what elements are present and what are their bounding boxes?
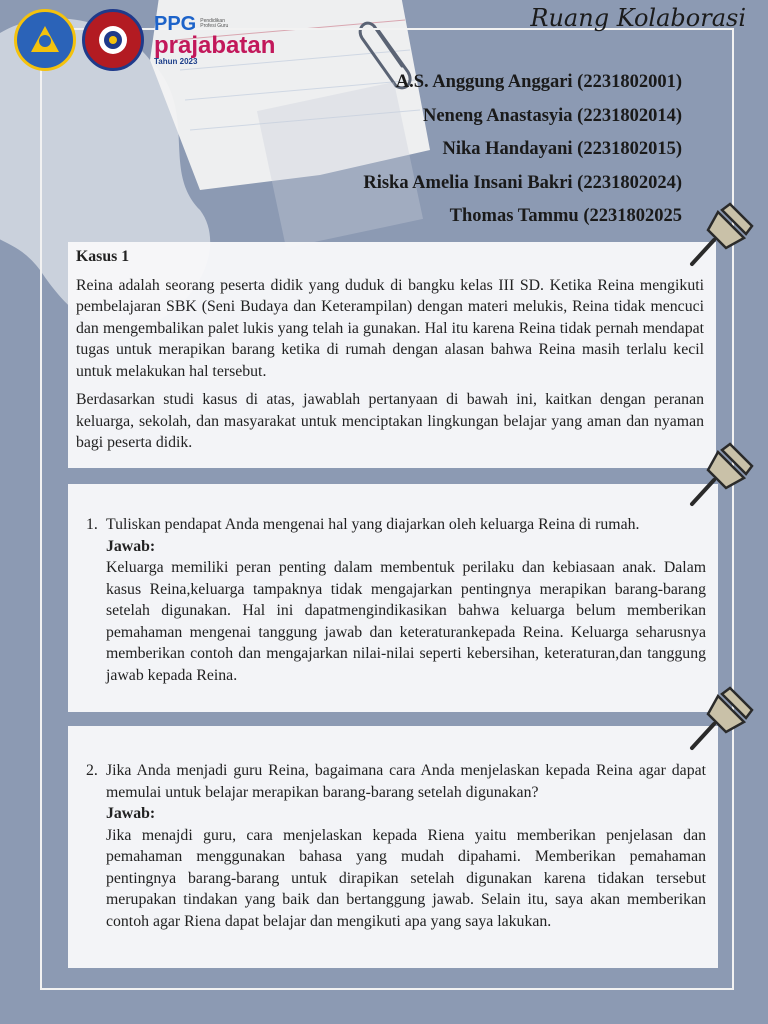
question-card-2 [68, 726, 718, 968]
member-name: Riska Amelia Insani Bakri (2231802024) [363, 172, 682, 193]
group-member-list [363, 66, 682, 234]
case-card [68, 242, 716, 468]
ppg-logo-subtext: Pendidikan Profesi Guru [200, 17, 229, 29]
kemdikbud-logo-icon [14, 9, 76, 71]
ppg-prajabatan-logo [154, 14, 275, 66]
university-emblem-icon [95, 22, 131, 58]
member-name: Nika Handayani (2231802015) [442, 139, 682, 159]
member-name: Thomas Tammu (2231802025 [449, 206, 682, 226]
question-number: 1. [86, 516, 98, 533]
push-pin-icon [684, 684, 756, 756]
university-logo-icon [82, 9, 144, 71]
answer-label: Jawab: [106, 805, 156, 822]
tahun-logo-text: Tahun 2023 [154, 57, 198, 66]
ruang-kolaborasi-title: Ruang Kolaborasi [530, 4, 746, 32]
case-paragraph: Reina adalah seorang peserta didik yang duduk di bangku kelas III SD. Ketika Reina mengikuti pembelajaran SBK (Seni Budaya dan Keterampilan) dengan materi melukis, Reina tidak mencuci dan mengembalikan palet lukis yang telah ia gunakan. Hal itu karena Reina tidak pernah mendapat tugas untuk merapikan barang ketika di rumah dengan alasan bahwa Reina masih terlalu kecil untuk melakukan hal tersebut. [76, 276, 704, 380]
header-logos [14, 8, 275, 72]
question-text: Jika Anda menjadi guru Reina, bagaimana cara Anda menjelaskan kepada Reina agar dapat memulai untuk belajar merapikan barang-barang setelah digunakan? [106, 762, 706, 801]
push-pin-icon [684, 200, 756, 272]
member-name: A.S. Anggung Anggari (2231802001) [395, 72, 682, 92]
question-number: 2. [86, 762, 98, 779]
answer-label: Jawab: [106, 537, 156, 555]
question-card-1 [68, 484, 718, 712]
case-instruction: Berdasarkan studi kasus di atas, jawablah pertanyaan di bawah ini, kaitkan dengan peranan keluarga, sekolah, dan masyarakat untuk menciptakan lingkungan belajar yang aman dan nyaman bagi peserta didik. [76, 391, 704, 451]
member-name: Neneng Anastasyia (2231802014) [422, 105, 682, 126]
push-pin-icon [684, 440, 756, 512]
question-text: Tuliskan pendapat Anda mengenai hal yang diajarkan oleh keluarga Reina di rumah. [106, 516, 640, 533]
answer-text: Jika menajdi guru, cara menjelaskan kepada Riena yaitu memberikan penjelasan dan pemahaman menggunakan bahasa yang mudah dipahami. Memberikan pemahaman pentingnya barang-barang untuk dirapikan setelah digunakan karena tidakan tersebut merupakan tindakan yang baik dan bertanggung jawab. Selain itu, saya akan memberikan contoh agar Riena dapat belajar dan mengikuti apa yang saya lakukan. [106, 826, 706, 930]
answer-text: Keluarga memiliki peran penting dalam membentuk perilaku dan kebiasaan anak. Dalam kasus Reina,keluarga tampaknya tidak mengajarkan pentingnya merapikan barang-barang setelah digunakan. Hal ini dapatmengindikasikan bahwa keluarga belum memberikan pemahaman mengenai tanggung jawab dan keteraturankepada Reina. Keluarga seharusnya memberikan contoh dan mengajarkan nilai-nilai seperti kebersihan, keteraturan,dan tanggung jawab kepada Reina. [106, 559, 706, 684]
ppg-logo-text: PPG [154, 13, 197, 35]
tut-wuri-emblem-icon [28, 23, 62, 57]
case-title: Kasus 1 [76, 248, 130, 265]
prajabatan-logo-text: prajabatan [154, 32, 276, 59]
